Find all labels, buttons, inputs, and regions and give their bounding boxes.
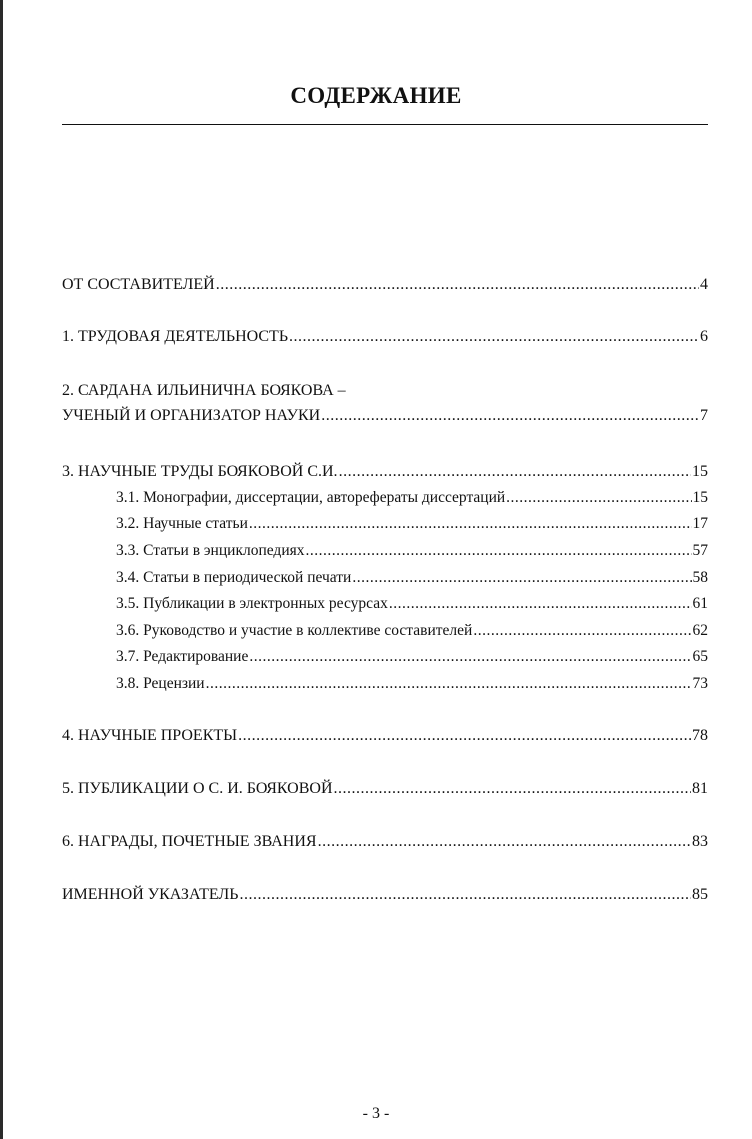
toc-entry-page: 17 <box>692 515 708 532</box>
dot-leader <box>321 406 699 426</box>
toc-entry-section-5[interactable] <box>62 779 708 799</box>
dot-leader <box>249 647 691 667</box>
dot-leader <box>506 488 691 508</box>
dot-leader <box>216 275 699 295</box>
toc-entry-page: 62 <box>692 622 708 639</box>
toc-entry-label: 3.2. Научные статьи <box>116 515 248 532</box>
toc-entry-name-index[interactable] <box>62 885 708 905</box>
toc-entry-label: ОТ СОСТАВИТЕЛЕЙ <box>62 276 215 293</box>
toc-subentry-3-4[interactable] <box>116 568 708 588</box>
toc-entry-label: УЧЕНЫЙ И ОРГАНИЗАТОР НАУКИ <box>62 407 321 424</box>
toc-entry-page: 4 <box>700 276 708 293</box>
toc-entry-label: 3.5. Публикации в электронных ресурсах <box>116 595 388 612</box>
dot-leader <box>249 514 692 534</box>
toc-entry-page: 85 <box>692 886 708 903</box>
dot-leader <box>334 779 691 799</box>
dot-leader <box>239 885 691 905</box>
toc-subentry-3-3[interactable] <box>116 541 708 561</box>
dot-leader <box>289 327 699 347</box>
toc-subentry-3-7[interactable] <box>116 647 708 667</box>
dot-leader <box>318 832 691 852</box>
toc-entry-page: 58 <box>692 569 708 586</box>
toc-entry-section-2-line-1: 2. САРДАНА ИЛЬИНИЧНА БОЯКОВА – <box>62 382 346 399</box>
toc-entry-page: 65 <box>692 648 708 665</box>
toc-entry-page: 78 <box>692 727 708 744</box>
toc-entry-section-3[interactable] <box>62 462 708 482</box>
toc-entry-label: 3.1. Монографии, диссертации, авторефераты диссертаций <box>116 489 506 506</box>
toc-entry-page: 7 <box>700 407 708 424</box>
toc-entry-label: 1. ТРУДОВАЯ ДЕЯТЕЛЬНОСТЬ <box>62 328 289 345</box>
toc-entry-section-6[interactable] <box>62 832 708 852</box>
toc-entry-label: 5. ПУБЛИКАЦИИ О С. И. БОЯКОВОЙ <box>62 780 333 797</box>
toc-entry-label: 3.6. Руководство и участие в коллективе составителей <box>116 622 473 639</box>
toc-entry-label: 4. НАУЧНЫЕ ПРОЕКТЫ <box>62 727 238 744</box>
toc-entry-label: 3. НАУЧНЫЕ ТРУДЫ БОЯКОВОЙ С.И. <box>62 463 338 480</box>
dot-leader <box>206 674 692 694</box>
toc-entry-page: 61 <box>692 595 708 612</box>
toc-entry-label: 3.7. Редактирование <box>116 648 249 665</box>
toc-entry-page: 83 <box>692 833 708 850</box>
toc-entry-label: ИМЕННОЙ УКАЗАТЕЛЬ <box>62 886 239 903</box>
page-title: СОДЕРЖАНИЕ <box>290 83 462 108</box>
toc-subentry-3-5[interactable] <box>116 594 708 614</box>
toc-entry-from-compilers[interactable] <box>62 275 708 295</box>
toc-entry-label: 6. НАГРАДЫ, ПОЧЕТНЫЕ ЗВАНИЯ <box>62 833 317 850</box>
toc-entry-section-4[interactable] <box>62 726 708 746</box>
toc-subentry-3-8[interactable] <box>116 674 708 694</box>
toc-entry-label: 3.3. Статьи в энциклопедиях <box>116 542 305 559</box>
toc-entry-page: 15 <box>692 463 708 480</box>
dot-leader <box>352 568 691 588</box>
dot-leader <box>238 726 691 746</box>
toc-entry-label: 3.8. Рецензии <box>116 675 205 692</box>
toc-subentry-3-1[interactable] <box>116 488 708 508</box>
toc-entry-label: 3.4. Статьи в периодической печати <box>116 569 352 586</box>
dot-leader <box>473 621 691 641</box>
toc-entry-section-2[interactable] <box>62 406 708 426</box>
toc-entry-page: 57 <box>692 542 708 559</box>
toc-entry-page: 15 <box>692 489 708 506</box>
dot-leader <box>339 462 691 482</box>
page-number: - 3 - <box>362 1105 390 1122</box>
toc-entry-page: 73 <box>692 675 708 692</box>
toc-entry-section-1[interactable] <box>62 327 708 347</box>
toc-entry-page: 6 <box>700 328 708 345</box>
toc-entry-page: 81 <box>692 780 708 797</box>
toc-subentry-3-6[interactable] <box>116 621 708 641</box>
toc-subentry-3-2[interactable] <box>116 514 708 534</box>
dot-leader <box>306 541 692 561</box>
dot-leader <box>389 594 692 614</box>
